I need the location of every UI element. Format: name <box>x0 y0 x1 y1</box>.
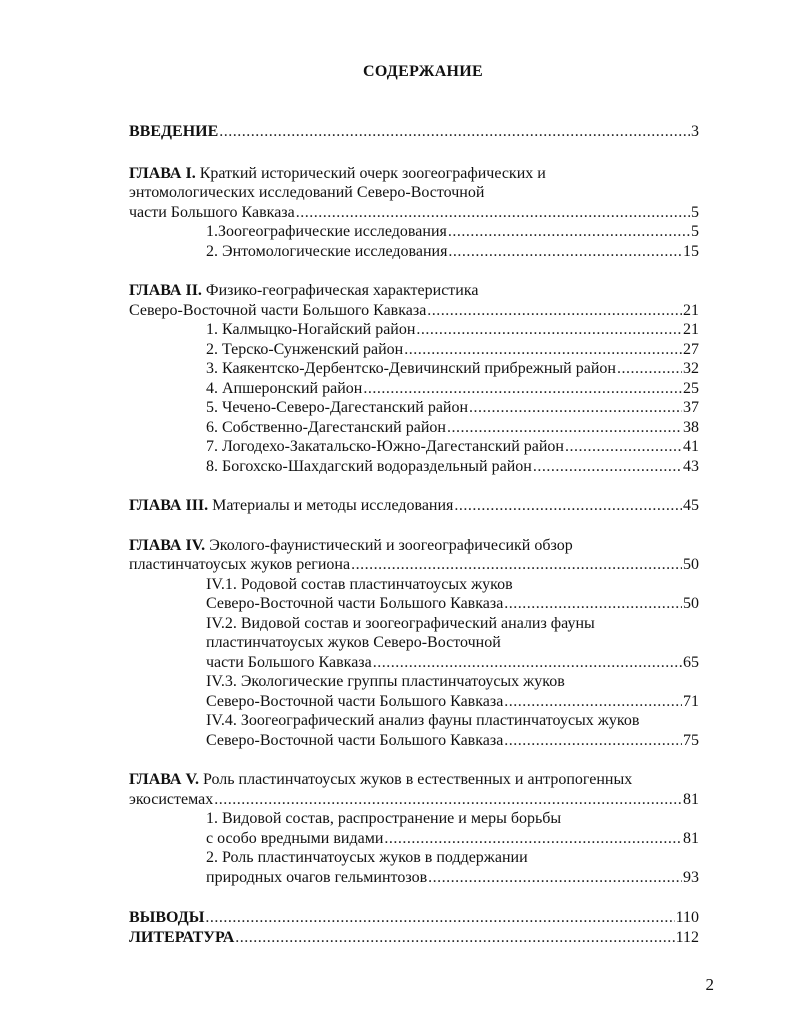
toc-ch4-page: 50 <box>683 556 699 573</box>
toc-sub-text: 2. Энтомологические исследования <box>206 242 448 260</box>
toc-ch2-sub2 <box>129 340 699 360</box>
toc-intro-page: 3 <box>691 123 699 140</box>
toc-sub-page: 75 <box>683 731 699 749</box>
toc-ch1-line1 <box>129 164 699 184</box>
toc-sub-text: 1. Калмыцко-Ногайский район <box>206 321 416 338</box>
toc-ch3-page: 45 <box>683 497 699 514</box>
toc-sub-page: 41 <box>683 438 699 455</box>
toc-sub-page: 71 <box>683 692 699 710</box>
toc-ch2-sub3 <box>129 359 699 379</box>
leader-dots <box>416 320 682 340</box>
toc-ch2-sub1 <box>129 320 699 340</box>
leader-dots <box>363 379 682 399</box>
toc-literature-page: 112 <box>675 928 699 946</box>
leader-dots <box>565 437 682 457</box>
toc-ch2-sub5 <box>129 398 699 418</box>
toc-sub-page: 15 <box>683 242 699 260</box>
toc-sub-text: 4. Апшеронский район <box>206 379 363 397</box>
toc-ch5-title-end: экосистемах <box>129 790 214 808</box>
toc-sub-page: 5 <box>691 223 699 240</box>
toc-ch4-s4-l2 <box>129 731 699 751</box>
toc-sub-page: 25 <box>683 379 699 397</box>
leader-dots <box>617 359 682 379</box>
toc-sub-text: 2. Терско-Сунженский район <box>206 340 404 358</box>
toc-ch2-title-end: Северо-Восточной части Большого Кавказа <box>129 301 427 319</box>
toc-ch3 <box>129 496 699 516</box>
toc-intro-label: ВВЕДЕНИЕ <box>129 123 219 140</box>
toc-ch2-line1 <box>129 281 699 301</box>
toc-ch1-page: 5 <box>691 203 699 221</box>
toc-ch4-s1-l2 <box>129 594 699 614</box>
toc-literature <box>129 928 699 948</box>
toc-ch1-line3 <box>129 203 699 223</box>
leader-dots <box>296 203 690 223</box>
leader-dots <box>205 908 674 928</box>
toc-ch3-label: ГЛАВА III. <box>129 497 209 514</box>
toc-sub-text: 6. Собственно-Дагестанский район <box>206 418 446 436</box>
toc-sub-page: 32 <box>683 360 699 377</box>
toc-ch4-s3-l1: IV.3. Экологические группы пластинчатоусых жуков <box>206 673 565 690</box>
toc-sub-text: с особо вредными видами <box>206 829 384 847</box>
toc-sub-text: Северо-Восточной части Большого Кавказа <box>206 595 504 612</box>
leader-dots <box>428 868 682 888</box>
toc-ch1-label: ГЛАВА I. <box>129 164 196 182</box>
toc-ch4-s2-l1: IV.2. Видовой состав и зоогеографический анализ фауны <box>206 614 595 632</box>
toc-ch5-title: Роль пластинчатоусых жуков в естественных и антропогенных <box>202 771 633 788</box>
toc-sub-page: 81 <box>683 829 699 847</box>
toc-sub-page: 50 <box>683 595 699 612</box>
toc-ch4-s2-l2: пластинчатоусых жуков Северо-Восточной <box>206 634 501 651</box>
toc-sub-page: 43 <box>683 457 699 475</box>
toc-sub-page: 38 <box>683 418 699 436</box>
leader-dots <box>427 301 682 321</box>
toc-ch3-text <box>129 496 453 516</box>
page-number: 2 <box>705 975 714 994</box>
toc-intro <box>129 122 699 142</box>
leader-dots <box>448 222 690 242</box>
toc-ch4-s2-l3 <box>129 653 699 673</box>
toc-ch5-label: ГЛАВА V. <box>129 771 199 788</box>
toc-ch4-line2 <box>129 555 699 575</box>
toc-conclusions <box>129 908 699 928</box>
leader-dots <box>351 555 682 575</box>
toc-ch1-title: Краткий исторический очерк зоогеографических и <box>199 164 546 182</box>
table-of-contents <box>129 122 699 947</box>
leader-dots <box>214 790 682 810</box>
toc-ch4-s1-l1: IV.1. Родовой состав пластинчатоусых жуков <box>206 575 513 593</box>
toc-sub-page: 37 <box>683 399 699 416</box>
toc-sub-page: 65 <box>683 653 699 671</box>
toc-sub-text: Северо-Восточной части Большого Кавказа <box>206 692 504 710</box>
toc-sub-text: части Большого Кавказа <box>206 653 372 671</box>
toc-ch5-s2-l2 <box>129 868 699 888</box>
page-title: СОДЕРЖАНИЕ <box>362 63 484 80</box>
toc-conclusions-label: ВЫВОДЫ <box>129 909 205 926</box>
toc-sub-text: 1.Зоогеографические исследования <box>206 223 447 240</box>
toc-sub-page: 21 <box>683 321 699 338</box>
toc-ch1-sub1 <box>129 222 699 242</box>
toc-sub-page: 27 <box>683 340 699 358</box>
toc-sub-text: Северо-Восточной части Большого Кавказа <box>206 731 504 749</box>
toc-ch1-sub2 <box>129 242 699 262</box>
toc-ch3-title: Материалы и методы исследования <box>212 497 454 514</box>
toc-ch5-page: 81 <box>683 790 699 808</box>
toc-conclusions-page: 110 <box>675 909 699 926</box>
toc-sub-text: 8. Богохско-Шахдагский водораздельный район <box>206 457 532 475</box>
toc-ch4-title: Эколого-фаунистический и зоогеографичесикй обзор <box>209 536 573 554</box>
toc-sub-page: 93 <box>683 868 699 886</box>
leader-dots <box>404 340 682 360</box>
leader-dots <box>448 242 682 262</box>
toc-ch2-title: Физико-географическая характеристика <box>205 282 479 299</box>
toc-ch4-title-end: пластинчатоусых жуков региона <box>129 556 351 573</box>
toc-ch5-line2 <box>129 790 699 810</box>
leader-dots <box>533 457 682 477</box>
leader-dots <box>504 692 682 712</box>
toc-ch2-sub6 <box>129 418 699 438</box>
leader-dots <box>504 731 682 751</box>
toc-ch1-line2: энтомологических исследований Северо-Восточной <box>129 184 485 201</box>
toc-sub-text: природных очагов гельминтозов <box>206 868 428 886</box>
toc-ch2-sub4 <box>129 379 699 399</box>
toc-sub-text: 5. Чечено-Северо-Дагестанский район <box>206 399 469 416</box>
toc-ch1-title-end: части Большого Кавказа <box>129 203 295 221</box>
toc-ch5-s1-l1: 1. Видовой состав, распространение и меры борьбы <box>206 810 562 827</box>
toc-ch2-line2 <box>129 301 699 321</box>
leader-dots <box>447 418 682 438</box>
leader-dots <box>235 928 674 948</box>
toc-ch4-label: ГЛАВА IV. <box>129 536 206 554</box>
toc-ch5-s2-l1: 2. Роль пластинчатоусых жуков в поддержании <box>206 849 528 866</box>
leader-dots <box>454 496 682 516</box>
leader-dots <box>469 398 682 418</box>
leader-dots <box>504 594 682 614</box>
toc-literature-label: ЛИТЕРАТУРА <box>129 928 235 946</box>
toc-ch4-s3-l2 <box>129 692 699 712</box>
leader-dots <box>219 122 690 142</box>
toc-ch2-sub7 <box>129 437 699 457</box>
toc-ch5-s1-l2 <box>129 829 699 849</box>
toc-sub-text: 3. Каякентско-Дербентско-Девичинский прибрежный район <box>206 360 616 377</box>
toc-ch5-line1 <box>129 770 699 790</box>
toc-ch4-line1 <box>129 536 699 556</box>
toc-ch2-sub8 <box>129 457 699 477</box>
toc-ch4-s4-l1: IV.4. Зоогеографический анализ фауны пластинчатоусых жуков <box>206 712 640 729</box>
leader-dots <box>373 653 682 673</box>
toc-ch2-page: 21 <box>683 301 699 319</box>
toc-ch2-label: ГЛАВА II. <box>129 282 202 299</box>
toc-sub-text: 7. Логодехо-Закатальско-Южно-Дагестанский район <box>206 438 564 455</box>
leader-dots <box>384 829 682 849</box>
